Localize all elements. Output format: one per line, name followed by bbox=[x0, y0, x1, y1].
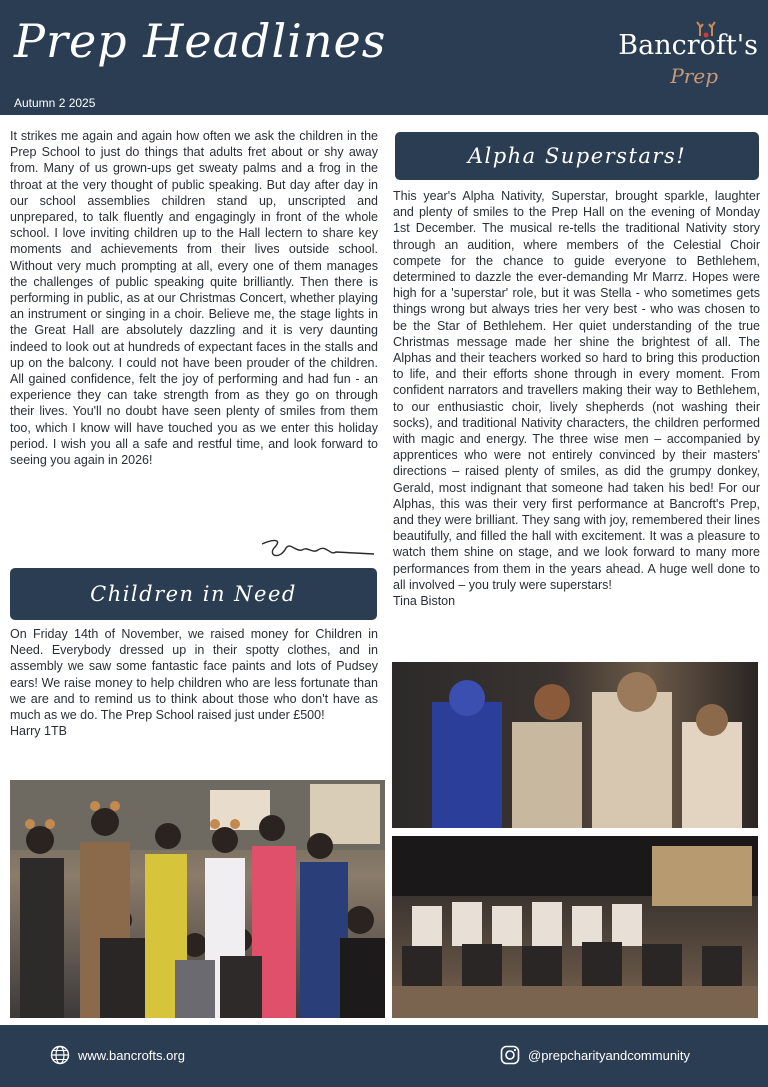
children-in-need-section bbox=[10, 626, 378, 739]
nativity-costumes-image bbox=[392, 662, 758, 828]
children-in-need-author: Harry 1TB bbox=[10, 724, 67, 739]
alpha-superstars-author: Tina Biston bbox=[393, 594, 456, 609]
newsletter-title: Prep Headlines bbox=[14, 14, 387, 68]
nativity-photo-two bbox=[392, 836, 758, 1018]
alpha-superstars-heading: Alpha Superstars! bbox=[395, 132, 759, 180]
globe-icon bbox=[50, 1045, 70, 1065]
header-banner bbox=[0, 0, 768, 115]
term-label: Autumn 2 2025 bbox=[14, 96, 96, 110]
children-group-image bbox=[10, 780, 385, 1018]
website-link[interactable] bbox=[50, 1045, 185, 1065]
alpha-superstars-text: This year's Alpha Nativity, Superstar, brought sparkle, laughter and plenty of smiles to the Prep Hall on the evening of Monday 1st December. The musical re-tells the traditional Nativity story through an audition, where members of the Celestial Choir compete for the chance to guide everyone to Bethlehem, determined to dazzle the ever-demanding Mr Marrz. Hopes were high for a 'superstar' role, but it was Stella - who sometimes gets things wrong but always tries her very best - who was chosen to be the Star of Bethlehem. Her quiet understanding of the true Christmas message made her shine the brightest of all. The Alphas and their teachers worked so hard to bring this production to life, and their efforts shone through in every moment. From confident narrators and travellers making their way to Bethlehem, to our enthusiastic choir, lively shepherds (not washing their socks), and traditional Nativity characters, the children performed with magic and energy. The three wise men – accompanied by apprentices who were not entirely convinced by their masters' directions – raised plenty of smiles, as did the grumpy donkey, Gerald, most indignant that someone had taken his bed! For our Alphas, this was their very first performance at Bancroft's Prep, and they were brilliant. They sang with joy, remembered their lines beautifully, and filled the hall with excitement. It was a pleasure to watch them shine on stage, and we look forward to many more performances from them in the years ahead. A huge well done to all involved – you truly were superstars! bbox=[393, 189, 760, 592]
children-in-need-heading: Children in Need bbox=[10, 568, 377, 620]
instagram-text: @prepcharityandcommunity bbox=[528, 1047, 691, 1063]
instagram-link[interactable] bbox=[500, 1045, 690, 1065]
nativity-cast-image bbox=[392, 836, 758, 1018]
intro-column bbox=[10, 128, 378, 468]
instagram-icon bbox=[500, 1045, 520, 1065]
children-in-need-photo bbox=[10, 780, 385, 1018]
logo-name: Bancroft's bbox=[618, 30, 758, 61]
signature-icon bbox=[256, 534, 376, 564]
alpha-superstars-section bbox=[393, 188, 760, 609]
website-text: www.bancrofts.org bbox=[78, 1047, 185, 1063]
children-in-need-text: On Friday 14th of November, we raised money for Children in Need. Everybody dressed up in their spotty clothes, and in assembly we saw some fantastic face paints and lots of Pudsey ears! We raise money to help children who are less fortunate than we are and to remind us to think about those who don't have as much as we do. The Prep School raised just under £500! bbox=[10, 627, 378, 723]
nativity-photo-one bbox=[392, 662, 758, 828]
intro-text: It strikes me again and again how often we ask the children in the Prep School to just do things that adults fret about or shy away from. Many of us grown-ups get sweaty palms and a frog in the throat at the very thought of public speaking. But day after day in our school assemblies children stand up, unscripted and unprepared, to talk fluently and engagingly in front of the whole school. I love inviting children up to the Hall lectern to share key moments and achievements from their lives outside school. Without very much prompting at all, every one of them manages the challenges of public speaking quite brilliantly. Then there is performing in public, as at our Christmas Concert, whether playing an instrument or singing in a choir. Believe me, the stage lights in the Great Hall are absolutely dazzling and it is very daunting indeed to look out at hundreds of expectant faces in the stalls and up on the balcony. I could not have been prouder of the children. All gained confidence, felt the joy of performing and had fun - an experience they can take strength from as they go on through their lives. You'll no doubt have seen plenty of smiles from them too, which I know will have touched you as we enter this holiday period. I wish you all a safe and restful time, and look forward to seeing you again in 2026! bbox=[10, 129, 378, 468]
logo-sub: Prep bbox=[670, 64, 718, 88]
school-logo bbox=[598, 20, 758, 100]
footer-banner bbox=[0, 1025, 768, 1087]
